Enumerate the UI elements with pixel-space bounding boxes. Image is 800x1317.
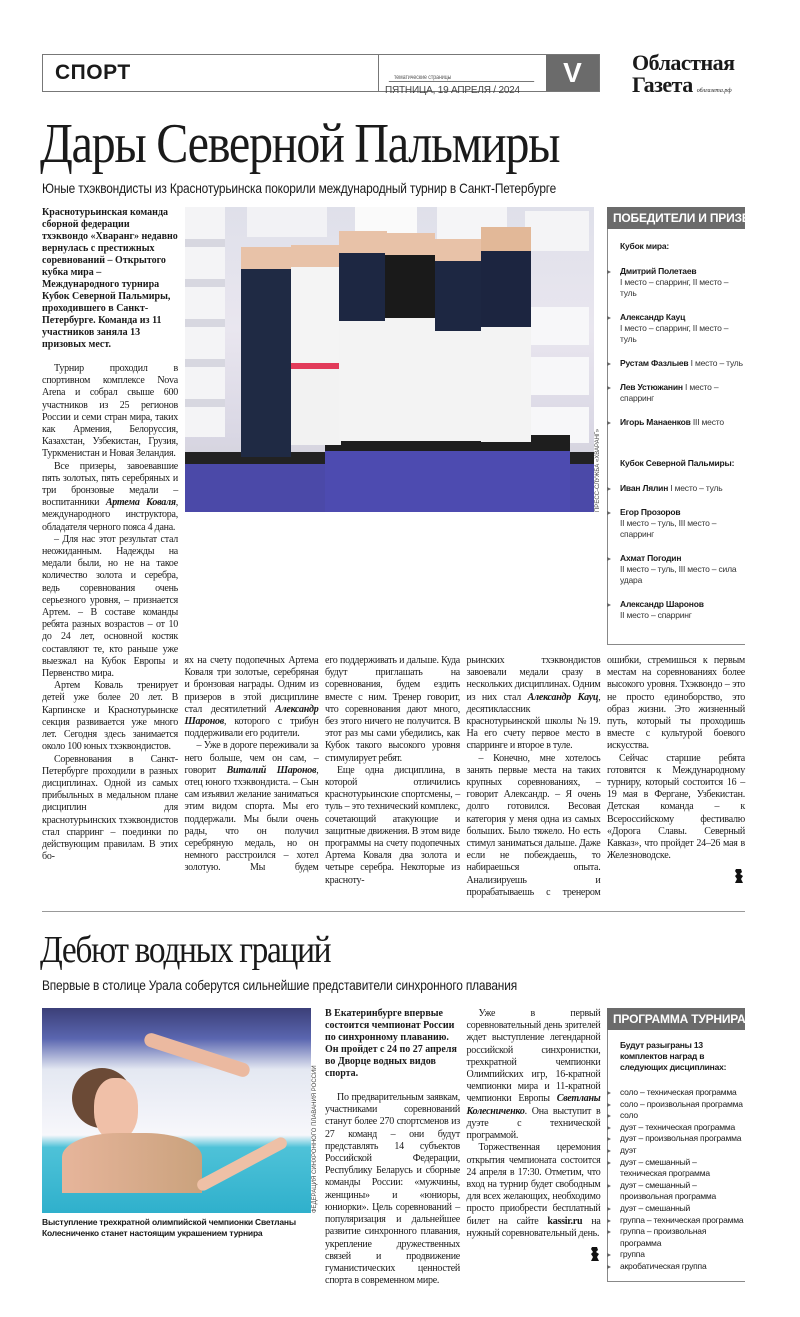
paragraph [42, 461, 178, 534]
text-segment: Еще одна дисциплина, в которой отличились краснотурьинские спортсмены, – туль – это технический комплекс, сочетающий атакующие и защитные движения. В этом виде программы на счету подопечных Артема Коваля два золота и четыре серебра. Некоторые из красноту- [325, 764, 460, 886]
program-sidebar-title: ПРОГРАММА ТУРНИРА [607, 1008, 745, 1030]
winner-name: Ахмат Погодин [620, 553, 682, 563]
paragraph [325, 765, 460, 887]
winner-name: Александр Кауц [620, 312, 686, 322]
logo-line2: Газета [632, 72, 693, 97]
article2-first-column [325, 1008, 460, 1287]
person-name: Светланы Колесниченко [466, 1093, 601, 1117]
winner-name: Игорь Манаенков [620, 417, 691, 427]
paragraph [467, 753, 601, 899]
winner-name: Дмитрий Полетаев [620, 266, 697, 276]
section-name: СПОРТ [43, 55, 379, 91]
article1-body [42, 207, 769, 899]
winner-result: I место – спарринг, II место – туль [620, 277, 729, 298]
article1-title: Дары Северной Пальмиры [40, 113, 560, 175]
winner-item [620, 417, 745, 428]
paragraph [467, 1142, 601, 1240]
issue-info [379, 55, 546, 96]
issue-date: ПЯТНИЦА, 19 АПРЕЛЯ / 2024 [385, 85, 520, 96]
text-segment: По предварительным заявкам, участниками соревнований станут более 270 спортсменов из 27 команд – они будут представлять 14 субъектов Российской Федерации, Республику Беларусь и сборные команды России: «мужчины, женщины» и «юниоры, юниорки». Цель соревнований – популяризация и дальнейшее развитие синхронного плавания, укрепление дружественных связей и продвижение гуманистических ценностей спорта в современном мире. [325, 1092, 460, 1287]
article2-column-2 [467, 1008, 601, 1240]
text-segment: , отец юного тхэквондиста. – Сын сам изъявил желание заниматься этим видом спорта. Мы его поддержали. Мы были очень рады, что он получил серебряную медаль, но он немного расстроился – хотел золотую. Мы будем [184, 764, 319, 874]
paragraph [185, 655, 319, 740]
program-item: группа – техническая программа [620, 1214, 744, 1225]
program-item: акробатическая группа [620, 1261, 745, 1273]
program-item: соло – произвольная программа [620, 1099, 745, 1111]
text-segment: , десятиклассник краснотурьинской школы №19. На его счету первое место в спарринге и второе в туле. [466, 691, 601, 752]
text-segment: – Для нас этот результат стал неожиданным. Надежды на медали были, но не на такое количество золота и серебра, ведь соревнования очень серьезного уровня, – признается Артем. – В составе команды ребята разных возрастов – от 10 до 24 лет, основной костяк составляют те, кто раньше уже выезжал на Кубок Европы и Первенство мира. [42, 533, 178, 680]
winners-sidebar [607, 207, 769, 645]
text-segment: Сейчас старшие ребята готовятся к Международному турниру, который состоится 16 – 19 мая в Фергане, Узбекистан. Детская команда – к Всероссийскому фестивалю «Дорога Славы. Северный Кавказ», что пройдет 24–26 мая в Железноводске. [607, 752, 745, 862]
text-segment: Турнир проходил в спортивном комплексе Nova Arena и собрал свыше 600 участников из 25 регионов России и семи стран мира, таких как Армения, Белоруссия, Казахстан, Узбекистан, Грузия, Туркменистан и Новая Зеландия. [42, 363, 178, 460]
program-item: соло – техническая программа [620, 1087, 745, 1099]
program-list [607, 1030, 745, 1282]
paragraph [185, 740, 319, 874]
winner-result: I место – туль [690, 358, 743, 368]
text-segment: рьинских тхэквондистов завоевали медали сразу в нескольких дисциплинах. Одним из них стал [466, 655, 601, 703]
text-segment: Торжественная церемония открытия чемпионата состоится 24 апреля в 17:30. Отметим, что вход на турнир будет свободным для всех желающих, необходимо просто приобрести бесплатный билет на сайте [466, 1142, 601, 1227]
winner-name: Егор Прозоров [620, 507, 681, 517]
paragraph [325, 1092, 460, 1287]
text-segment: на нужный соревновательный день. [466, 1215, 601, 1239]
program-item: группа [620, 1249, 745, 1261]
article2-subtitle: Впервые в столице Урала соберутся сильнейшие представители синхронного плавания [42, 977, 517, 994]
text-segment: ошибки, стремишься к первым местам на соревнованиях более высокого уровня. Тхэквондо – это не просто единоборство, это образ жизни. Это жизненный путь, который ты проходишь вместе с культурой боевого искусства. [607, 655, 745, 752]
emblem-row [607, 868, 745, 884]
article2-photo [42, 1008, 311, 1213]
paragraph [42, 680, 178, 753]
text-segment: . Она выступит в дуэте с технической программой. [466, 1105, 601, 1142]
program-item: дуэт – смешанный – техническая программа [620, 1157, 745, 1180]
person-name: Александр Кауц [527, 691, 599, 703]
masthead [42, 50, 745, 97]
paragraph [467, 655, 601, 753]
article2-photo-credit: ФЕДЕРАЦИЯ СИНХРОННОГО ПЛАВАНИЯ РОССИИ [312, 1065, 318, 1214]
text-segment: Артем Коваль тренирует детей уже более 20 лет. В Карпинске и Краснотурьинске секция развивается уже много лет. Сегодня здесь занимается около 100 юных тхэквондистов. [42, 680, 178, 753]
program-item: дуэт – смешанный – произвольная программа [620, 1180, 745, 1203]
winner-result: III место [692, 417, 724, 427]
winner-name: Александр Шаронов [620, 599, 704, 609]
article2-title: Дебют водных граций [40, 929, 331, 972]
article2-photo-caption: Выступление трехкратной олимпийской чемпионки Светланы Колесниченко станет настоящим украшением турнира [42, 1217, 296, 1239]
article2-column-1 [325, 1092, 460, 1287]
paragraph [607, 753, 745, 863]
winner-item [620, 553, 745, 586]
winner-item [620, 266, 745, 299]
logo-line1: Областная [632, 50, 735, 75]
winner-result: II место – туль, III место – спарринг [620, 518, 717, 539]
article1-column-2 [185, 655, 319, 875]
text-segment: – Конечно, мне хотелось занять первые места на таких крупных соревнованиях, – говорит Александр. – Я очень долго готовился. Весовая категория у меня одна из самых больших. Было тяжело. Но есть стимул заниматься дальше. Даже если не побеждаешь, то набираешься опыта. Анализируешь и прорабатываешь с тренером [466, 752, 601, 898]
winners-sidebar-title: ПОБЕДИТЕЛИ И ПРИЗЕРЫ [607, 207, 745, 229]
winner-item [620, 358, 745, 369]
paragraph [325, 655, 460, 765]
subsection-label: тематические страницы [389, 71, 534, 82]
text-segment: Соревнования в Санкт-Петербурге проходили в разных дисциплинах. Одной из самых прибыльных в медальном плане дисциплин для краснотурьинских тхэквондистов стал спарринг – поединки по действующим правилам. В этих бо- [42, 753, 178, 863]
article1-photo-cell [185, 207, 601, 512]
person-name: Артема Коваля [105, 497, 176, 509]
winners-group-title: Кубок Северной Пальмиры: [620, 458, 735, 468]
winner-item [620, 483, 745, 494]
article1-first-column [42, 207, 178, 863]
article1-column-3 [325, 655, 460, 887]
program-item: дуэт – техническая программа [620, 1122, 745, 1134]
program-item: соло [620, 1110, 745, 1122]
article1-lead: Краснотурьинская команда сборной федерации тхэквондо «Хваранг» недавно вернулась с престижных соревнований – Открытого кубка мира – Международного турнира Кубок Северной Пальмиры, проходившего в Санкт-Петербурге. Команда из 11 участников заняла 13 призовых мест. [42, 207, 178, 350]
person-name: Виталий Шаронов [226, 764, 317, 776]
program-item: дуэт [620, 1145, 745, 1157]
text-segment: его поддерживать и дальше. Куда будут приглашать на соревнования, будем ездить вместе с ним. Тренер говорит, что соревнования дают много, без этого ничего не получится. В этот раз мы сами убедились, как Кубок такого высокого уровня стимулирует ребят. [325, 655, 460, 764]
person-name: Александр Шаронов [184, 703, 319, 728]
article1-column-5 [607, 655, 745, 862]
article1-subtitle: Юные тхэквондисты из Краснотурьинска покорили международный турнир в Санкт-Петербурге [42, 180, 557, 196]
logo-site: облгазета.рф [696, 88, 732, 94]
text-segment: Все призеры, завоевавшие пять золотых, пять серебряных и три бронзовые медали – воспитанники [42, 460, 178, 509]
article1-photo [185, 207, 594, 512]
winner-name: Рустам Фазлыев [620, 358, 689, 368]
text-segment: , международного инструктора, обладателя черного пояса 4 дана. [42, 497, 178, 533]
emblem-row [467, 1246, 601, 1262]
winner-result: II место – туль, III место – сила удара [620, 564, 737, 585]
page-number: V [546, 55, 599, 91]
winner-item [620, 507, 745, 540]
regional-emblem-icon [733, 868, 745, 884]
website-link: kassir.ru [547, 1215, 583, 1227]
article2-second-column [467, 1008, 601, 1262]
program-intro: Будут разыграны 13 комплектов наград в следующих дисциплинах: [620, 1040, 727, 1073]
program-item: дуэт – произвольная программа [620, 1133, 745, 1145]
program-item: группа – произвольная программа [620, 1226, 745, 1249]
paragraph [42, 754, 178, 864]
article2-lead: В Екатеринбурге впервые состоится чемпионат России по синхронному плаванию. Он пройдет с 24 по 27 апреля во Дворце водных видов спорта. [325, 1008, 457, 1080]
regional-emblem-icon [589, 1246, 601, 1262]
winner-name: Лев Устюжанин [620, 382, 683, 392]
winner-result: I место – туль [670, 483, 723, 493]
text-segment: Уже в первый соревновательный день зрителей ждет выступление легендарной российской синхронистки, трехкратной чемпионки Олимпийских игр, 16-кратной чемпионки мира и 11-кратной чемпионки Европы [466, 1008, 601, 1105]
section-header [42, 54, 600, 96]
text-segment: ях на счету подопечных Артема Коваля три золотые, серебряная и бронзовая награды. Одним из призеров в этой дисциплине стал десятилетний [184, 655, 319, 715]
winners-group-title: Кубок мира: [620, 241, 670, 251]
article1-column-4 [467, 655, 601, 899]
article2-body [42, 1008, 745, 1287]
winners-list [607, 229, 745, 645]
winner-result: II место – спарринг [620, 610, 692, 620]
text-segment: , которого с трибун поддерживали его родители. [184, 716, 319, 740]
paragraph [607, 655, 745, 753]
winner-name: Иван Лялин [620, 483, 669, 493]
article1-column-1 [42, 363, 178, 863]
article1-photo-credit: ПРЕСС-СЛУЖБА «ХВАРАНГ» [594, 428, 601, 512]
article2-photo-cell [42, 1008, 319, 1239]
winner-item [620, 599, 745, 621]
program-sidebar [607, 1008, 745, 1282]
winner-item [620, 382, 745, 404]
program-item: дуэт – смешанный [620, 1203, 745, 1215]
paragraph [42, 534, 178, 680]
article1-last-column [607, 655, 745, 884]
article-divider [42, 911, 745, 912]
paragraph [467, 1008, 601, 1142]
newspaper-logo [632, 52, 745, 97]
winner-item [620, 312, 745, 345]
winner-result: I место – спарринг [620, 382, 719, 403]
text-segment: – Уже в дороге переживали за него больше, чем он сам, – говорит [184, 740, 319, 776]
program-items [620, 1087, 745, 1273]
winner-result: I место – спарринг, II место – туль [620, 323, 729, 344]
paragraph [42, 363, 178, 461]
